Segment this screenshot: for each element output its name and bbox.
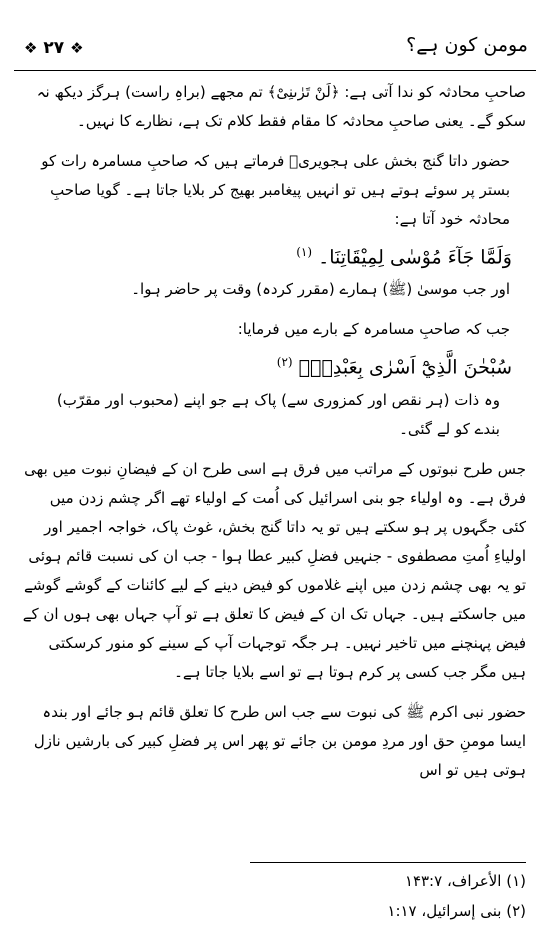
footnote-ref-2: (۲) xyxy=(276,355,293,370)
footnote-ref-1: (۱) xyxy=(296,245,313,259)
translation-2: وہ ذات (ہر نقص اور کمزوری سے) پاک ہے جو اپنے (محبوب اور مقرّب) بندے کو لے گئی۔ xyxy=(56,390,500,438)
page-number xyxy=(24,38,84,58)
arabic-verse-1 xyxy=(22,234,526,275)
paragraph-3: جب کہ صاحبِ مسامرہ کے بارے میں فرمایا: xyxy=(237,320,510,339)
arabic-verse-2-text: سُبْحٰنَ الَّذِيْٓ اَسْرٰى بِعَبْدِهٖ۔ xyxy=(298,356,512,379)
paragraph-5: حضور نبی اکرم ﷺ کی نبوت سے جب اس طرح کا تعلق قائم ہو جائے اور بندہ ایسا مومنِ حق اور مردِ مومن بن جائے تو پھر اس پر فضلِ کبیر کی بارشیں نازل ہوتی ہیں تو اس xyxy=(33,702,526,779)
paragraph-1: صاحبِ محادثہ کو ندا آتی ہے: ﴿لَنْ تَرٰىنِیْ﴾ تم مجھے (براہِ راست) ہرگز دیکھ نہ سکو گے۔ یعنی صاحبِ محادثہ کا مقام فقط کلام تک ہے، نظارے کا نہیں۔ xyxy=(36,83,526,130)
ornament-right-icon: ❖ xyxy=(70,39,84,57)
running-title: مومن کون ہے؟ xyxy=(406,34,528,56)
ornament-left-icon: ❖ xyxy=(24,39,38,57)
footnote-1: (۱) الأعراف، ۱۴۳:۷ xyxy=(404,872,526,890)
paragraph-4: جس طرح نبوتوں کے مراتب میں فرق ہے اسی طرح ان کے فیضانِ نبوت میں بھی فرق ہے۔ وہ اولیاء جو بنی اسرائیل کی اُمت کے اولیاء تھے اگر چشم زدن میں کئی جگہوں پر ہو سکتے ہیں تو یہ داتا گنج بخش، غوث پاک، خواجہ اجمیر اور اولیاءِ اُمتِ مصطفوی - جنہیں فضلِ کبیر عطا ہوا - جب ان کی نسبت قائم ہوئی تو یہ بھی چشم زدن میں اپنے غلاموں کو فیض دینے کے لیے کائنات کے گوشے گوشے میں جاسکتے ہیں۔ جہاں تک ان کے فیض کا تعلق ہے تو آپ جہاں بھی ہوں ان کے فیض پہنچنے میں تاخیر نہیں۔ ہر جگہ توجہات آپ کے سینے کو منور کرسکتی ہیں مگر جب کسی پر کرم ہوتا ہے تو اسے بلایا جاتا ہے۔ xyxy=(22,459,526,681)
footnotes xyxy=(24,866,526,926)
arabic-verse-1-text: وَلَمَّا جَآءَ مُوْسٰى لِمِيْقَاتِنَا۔ xyxy=(318,246,512,269)
running-header xyxy=(14,34,536,68)
footnote-2: (۲) بنی إسرائيل، ۱:۱۷ xyxy=(387,902,526,920)
main-text xyxy=(22,78,526,785)
translation-1: اور جب موسیٰ (ﷺ) ہمارے (مقرر کردہ) وقت پر حاضر ہوا۔ xyxy=(131,280,510,299)
footnote-divider xyxy=(250,862,526,863)
paragraph-2: حضور داتا گنج بخش علی ہجویریؒ فرماتے ہیں کہ صاحبِ مسامرہ رات کو بستر پر سوئے ہوتے ہیں تو انہیں پیغامبر بھیج کر بلایا جاتا ہے۔ گویا صاحبِ محادثہ خود آتا ہے: xyxy=(41,152,510,228)
header-divider xyxy=(14,70,536,71)
page-number-value: ۲۷ xyxy=(43,38,65,58)
arabic-verse-2 xyxy=(22,344,526,385)
